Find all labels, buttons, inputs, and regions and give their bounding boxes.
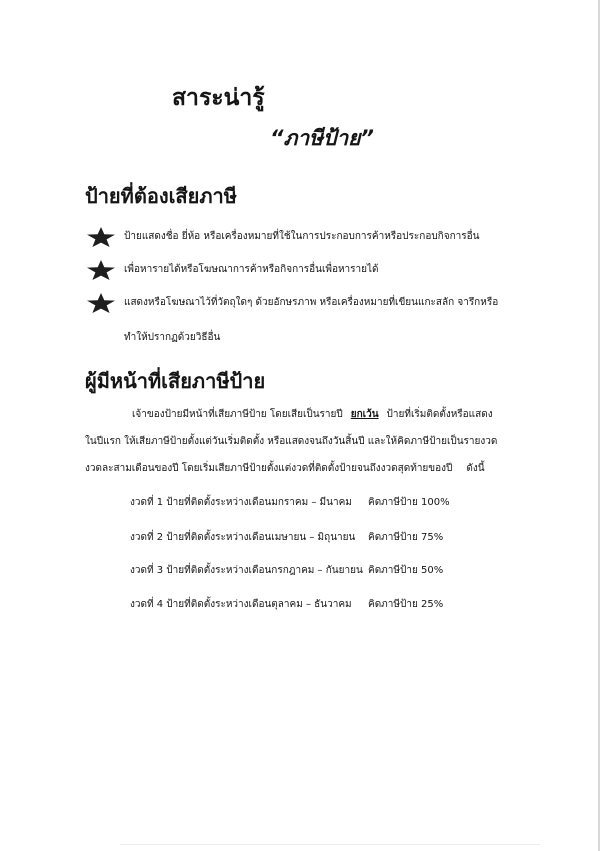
star-icon	[86, 292, 116, 314]
tax-period: งวดที่ 3 ป้ายที่ติดตั้งระหว่างเดือนกรกฎาคม – กันยายน	[130, 565, 363, 576]
paragraph-text: ป้ายที่เริ่มติดตั้งหรือแสดง	[386, 409, 493, 420]
tax-rate: คิดภาษีป้าย 50%	[368, 565, 444, 576]
exception-keyword: ยกเว้น	[350, 409, 379, 420]
list-item	[86, 226, 566, 248]
document-subtitle: “ภาษีป้าย”	[270, 126, 374, 150]
paragraph-line: ในปีแรก ให้เสียภาษีป้ายตั้งแต่วันเริ่มติดตั้ง หรือแสดงจนถึงวันสิ้นปี และให้คิดภาษีป้ายเป็นรายงวด	[85, 436, 498, 447]
paragraph-text: เจ้าของป้ายมีหน้าที่เสียภาษีป้าย โดยเสียเป็นรายปี	[132, 409, 343, 420]
tax-period: งวดที่ 2 ป้ายที่ติดตั้งระหว่างเดือนเมษายน – มิถุนายน	[130, 532, 356, 543]
list-item-continuation: ทำให้ปรากฏด้วยวิธีอื่น	[124, 332, 221, 343]
tax-period: งวดที่ 4 ป้ายที่ติดตั้งระหว่างเดือนตุลาคม – ธันวาคม	[130, 599, 352, 610]
list-item-text: แสดงหรือโฆษณาไว้ที่วัตถุใดๆ ด้วยอักษรภาพ หรือเครื่องหมายที่เขียนแกะสลัก จารึกหรือ	[124, 297, 499, 308]
tax-rate: คิดภาษีป้าย 75%	[368, 532, 444, 543]
paragraph-line	[132, 407, 493, 422]
document-title: สาระน่ารู้	[172, 85, 265, 111]
tax-rate: คิดภาษีป้าย 25%	[368, 599, 444, 610]
list-item	[86, 259, 566, 281]
paragraph-line	[85, 461, 485, 476]
section-heading-taxable-signs: ป้ายที่ต้องเสียภาษี	[85, 184, 237, 208]
list-item	[86, 292, 566, 314]
tax-period: งวดที่ 1 ป้ายที่ติดตั้งระหว่างเดือนมกราคม – มีนาคม	[130, 497, 352, 508]
tax-rate: คิดภาษีป้าย 100%	[368, 497, 450, 508]
page-bottom-shadow	[120, 844, 540, 845]
paragraph-text: งวดละสามเดือนของปี โดยเริ่มเสียภาษีป้ายตั้งแต่งวดที่ติดตั้งป้ายจนถึงงวดสุดท้ายของปี	[85, 463, 453, 474]
paragraph-text: ดังนี้	[466, 463, 485, 474]
star-icon	[86, 226, 116, 248]
list-item-text: เพื่อหารายได้หรือโฆษณาการค้าหรือกิจการอื่นเพื่อหารายได้	[124, 264, 379, 275]
star-icon	[86, 259, 116, 281]
section-heading-taxpayers: ผู้มีหน้าที่เสียภาษีป้าย	[85, 369, 266, 393]
list-item-text: ป้ายแสดงชื่อ ยี่ห้อ หรือเครื่องหมายที่ใช้ในการประกอบการค้าหรือประกอบกิจการอื่น	[124, 231, 480, 242]
